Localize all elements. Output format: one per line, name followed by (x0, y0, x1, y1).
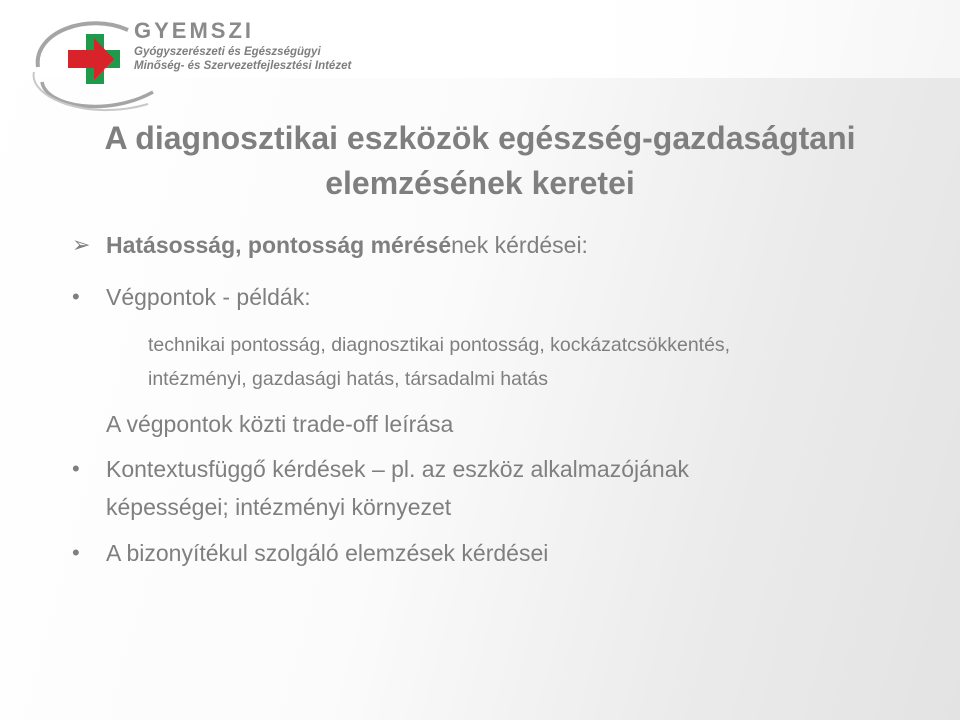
item1-normal-text: nek kérdései: (451, 232, 588, 258)
bullet-item-4-line1: Kontextusfüggő kérdések – pl. az eszköz alkalmazójának (106, 456, 689, 482)
org-subtitle-line1: Gyógyszerészeti és Egészségügyi (134, 46, 321, 58)
bullet-item-1 (106, 232, 588, 259)
dot-bullet-icon: • (72, 284, 80, 309)
item-3: A végpontok közti trade-off leírása (106, 411, 454, 437)
sub-item-line1: technikai pontosság, diagnosztikai pontosság, kockázatcsökkentés, (148, 334, 731, 356)
bullet-item-2: Végpontok - példák: (106, 284, 311, 310)
org-name: GYEMSZI (134, 18, 255, 43)
bullet-item-4-line2: képességei; intézményi környezet (106, 494, 452, 520)
arrow-bullet-icon: ➢ (72, 232, 91, 257)
title-line1: A diagnosztikai eszközök egészség-gazdaságtani (104, 120, 856, 156)
dot-bullet-icon: • (72, 540, 80, 565)
title-line2: elemzésének keretei (325, 165, 635, 201)
item1-bold-text: Hatásosság, pontosság mérésé (106, 232, 452, 258)
org-subtitle-line2: Minőség- és Szervezetfejlesztési Intézet (134, 60, 352, 72)
dot-bullet-icon: • (72, 456, 80, 481)
sub-item-line2: intézményi, gazdasági hatás, társadalmi hatás (148, 368, 548, 390)
slide-title (40, 116, 920, 206)
bullet-item-5: A bizonyítékul szolgáló elemzések kérdései (106, 540, 549, 566)
